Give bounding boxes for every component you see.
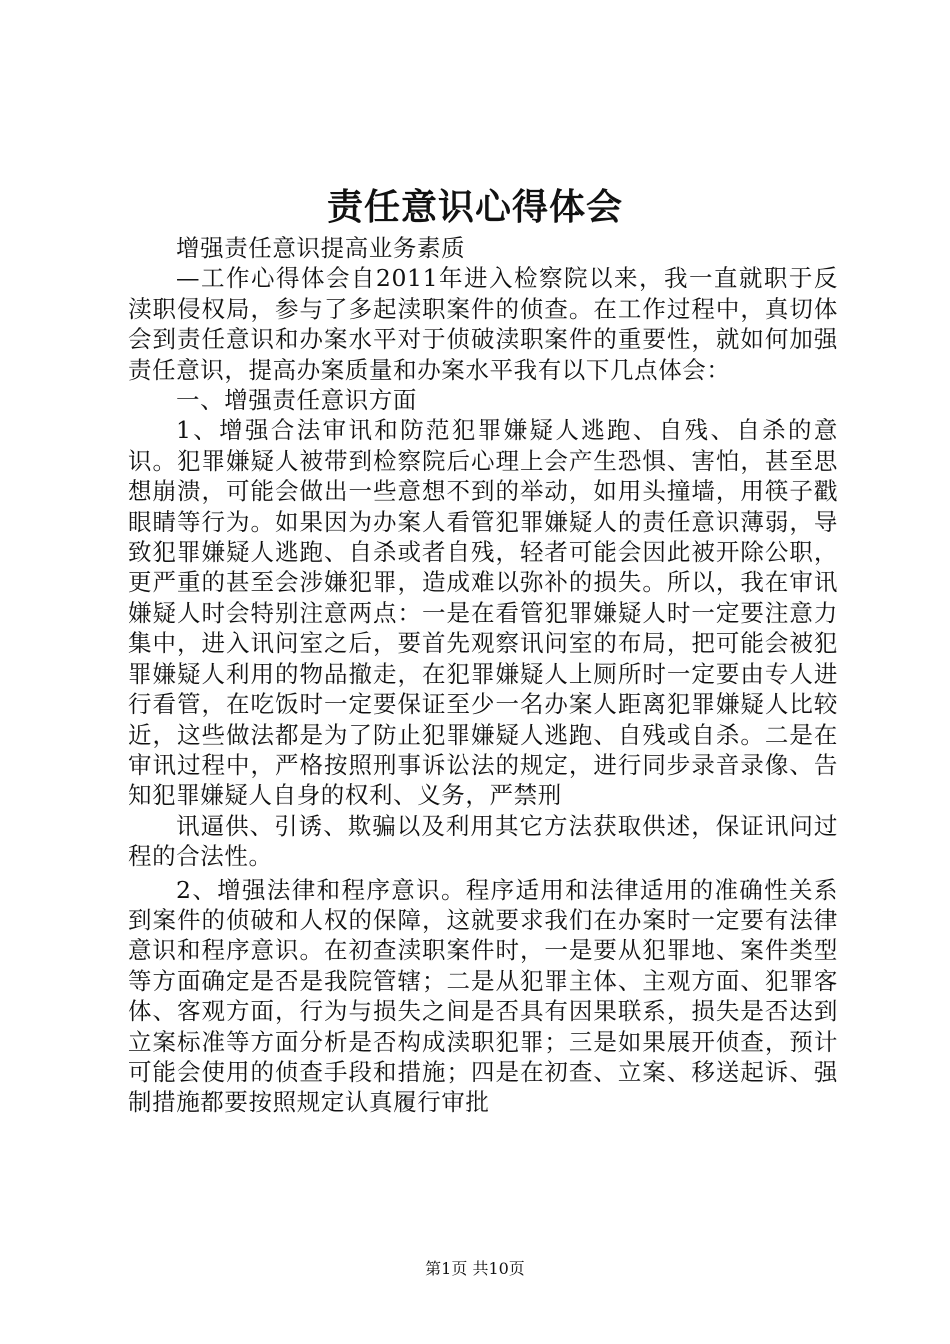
document-body xyxy=(128,233,838,1118)
page-footer: 第1页 共10页 xyxy=(425,1259,525,1278)
paragraph-section-heading: 一、增强责任意识方面 xyxy=(176,386,417,415)
paragraph-point-1: 1、增强合法审讯和防范犯罪嫌疑人逃跑、自残、自杀的意识。犯罪嫌疑人被带到检察院后心理上会产生恐惧、害怕，甚至思想崩溃，可能会做出一些意想不到的举动，如用头撞墙，用筷子戳眼睛等行为。如果因为办案人看管犯罪嫌疑人的责任意识薄弱，导致犯罪嫌疑人逃跑、自杀或者自残，轻者可能会因此被开除公职，更严重的甚至会涉嫌犯罪，造成难以弥补的损失。所以，我在审讯嫌疑人时会特别注意两点：一是在看管犯罪嫌疑人时一定要注意力集中，进入讯问室之后，要首先观察讯问室的布局，把可能会被犯罪嫌疑人利用的物品撤走，在犯罪嫌疑人上厕所时一定要由专人进行看管，在吃饭时一定要保证至少一名办案人距离犯罪嫌疑人比较近，这些做法都是为了防止犯罪嫌疑人逃跑、自残或自杀。二是在审讯过程中，严格按照刑事诉讼法的规定，进行同步录音录像、告知犯罪嫌疑人自身的权利、义务，严禁刑 xyxy=(128,416,838,810)
paragraph-point-2: 2、增强法律和程序意识。程序适用和法律适用的准确性关系到案件的侦破和人权的保障，这就要求我们在办案时一定要有法律意识和程序意识。在初查渎职案件时，一是要从犯罪地、案件类型等方面确定是否是我院管辖；二是从犯罪主体、主观方面、犯罪客体、客观方面，行为与损失之间是否具有因果联系，损失是否达到立案标准等方面分析是否构成渎职犯罪；三是如果展开侦查，预计可能会使用的侦查手段和措施；四是在初查、立案、移送起诉、强制措施都要按照规定认真履行审批 xyxy=(128,875,838,1117)
paragraph-point-1-continued: 讯逼供、引诱、欺骗以及利用其它方法获取供述，保证讯问过程的合法性。 xyxy=(128,811,838,871)
document-title: 责任意识心得体会 xyxy=(326,186,623,228)
paragraph-intro: —工作心得体会自2011年进入检察院以来，我一直就职于反渎职侵权局，参与了多起渎职案件的侦查。在工作过程中，真切体会到责任意识和办案水平对于侦破渎职案件的重要性，就如何加强责任意识，提高办案质量和办案水平我有以下几点体会： xyxy=(128,264,838,384)
paragraph-subtitle: 增强责任意识提高业务素质 xyxy=(176,234,466,262)
